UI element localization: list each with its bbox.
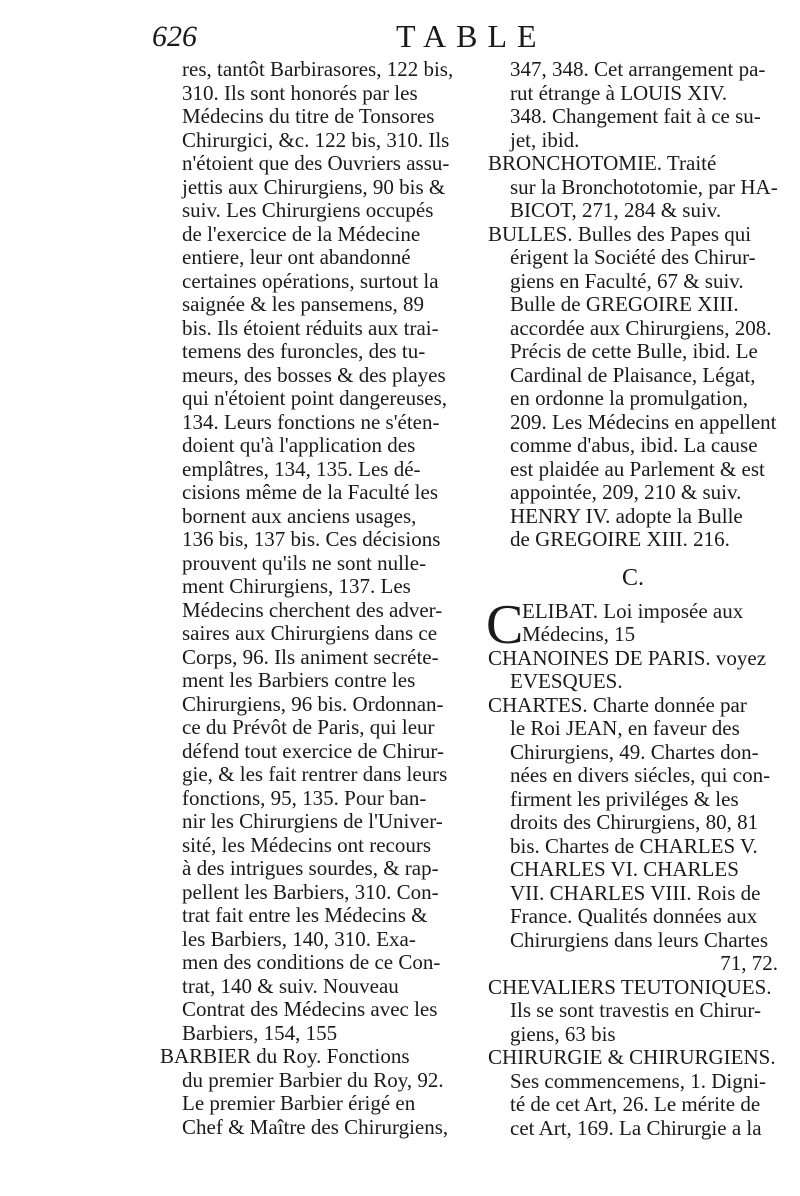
text-line: giens en Faculté, 67 & suiv. — [510, 268, 744, 293]
text-line: BRONCHOTOMIE. Traité — [488, 151, 717, 175]
text-line: saires aux Chirurgiens dans ce — [182, 621, 438, 645]
page-header — [0, 18, 800, 58]
text-line: Chirurgiens dans leurs Chartes — [510, 927, 768, 952]
text-line: CHEVALIERS TEUTONIQUES. — [488, 974, 772, 999]
text-line: jettis aux Chirurgiens, 90 bis & — [182, 174, 446, 199]
text-line: à des intrigues sourdes, & rap- — [182, 856, 439, 880]
text-line: Chirurgici, &c. 122 bis, 310. Ils — [182, 127, 450, 152]
text-line: VII. CHARLES VIII. Rois de — [510, 880, 761, 905]
text-line: trat, 140 & suiv. Nouveau — [182, 973, 399, 998]
text-line: 348. Changement fait à ce su- — [510, 104, 761, 128]
text-line: EVESQUES. — [510, 669, 623, 693]
text-line: entiere, leur ont abandonné — [182, 245, 411, 269]
text-line: ment Chirurgiens, 137. Les — [182, 574, 411, 598]
text-line: BICOT, 271, 284 & suiv. — [510, 198, 722, 222]
text-line: res, tantôt Barbirasores, 122 bis, — [182, 57, 454, 81]
text-line: nir les Chirurgiens de l'Univer- — [182, 809, 443, 833]
text-line: bornent aux anciens usages, — [182, 503, 417, 528]
text-line: cisions même de la Faculté les — [182, 480, 439, 504]
dropcap-entry — [486, 593, 778, 656]
text-line: certaines opérations, surtout la — [182, 268, 439, 293]
text-line: Le premier Barbier érigé en — [182, 1091, 416, 1115]
text-line: BULLES. Bulles des Papes qui — [488, 221, 752, 246]
text-line: meurs, des bosses & des playes — [182, 362, 446, 387]
text-line: 136 bis, 137 bis. Ces décisions — [182, 527, 441, 551]
text-line: doient qu'à l'application des — [182, 433, 416, 457]
section-letter-heading: C. — [621, 564, 644, 591]
text-line: BARBIER du Roy. Fonctions — [160, 1044, 410, 1068]
text-line: gie, & les fait rentrer dans leurs — [182, 762, 448, 786]
text-line: Bulle de GREGOIRE XIII. — [510, 292, 739, 316]
text-line: ce du Prévôt de Paris, qui leur — [182, 715, 435, 739]
text-line: Médecins, 15 — [522, 622, 636, 646]
text-line: HENRY IV. adopte la Bulle — [510, 503, 743, 528]
text-line: Ses commencemens, 1. Digni- — [510, 1068, 767, 1093]
text-line: 209. Les Médecins en appellent — [510, 409, 777, 434]
text-line: 134. Leurs fonctions ne s'éten- — [182, 409, 440, 434]
text-line: Médecins du titre de Tonsores — [182, 104, 435, 128]
text-line: CHARTES. Charte donnée par — [488, 692, 747, 717]
text-line: accordée aux Chirurgiens, 208. — [510, 315, 772, 340]
text-line: Barbiers, 154, 155 — [182, 1020, 338, 1045]
text-line: 71, 72. — [720, 951, 778, 975]
text-line: men des conditions de ce Con- — [182, 950, 441, 974]
text-line: Contrat des Médecins avec les — [182, 997, 438, 1021]
text-line: bis. Chartes de CHARLES V. — [510, 833, 758, 858]
left-column — [160, 58, 462, 1139]
text-line: Précis de cette Bulle, ibid. Le — [510, 339, 758, 363]
text-line: qui n'étoient point dangereuses, — [182, 386, 448, 410]
text-line: emplâtres, 134, 135. Les dé- — [182, 456, 421, 481]
text-line: jet, ibid. — [510, 127, 580, 152]
text-line: nées en divers siécles, qui con- — [510, 763, 771, 787]
text-line: appointée, 209, 210 & suiv. — [510, 480, 742, 504]
text-line: trat fait entre les Médecins & — [182, 903, 428, 927]
text-line: 347, 348. Cet arrangement pa- — [510, 57, 766, 81]
text-line: de l'exercice de la Médecine — [182, 221, 421, 246]
text-line: firment les priviléges & les — [510, 786, 739, 811]
text-line: Médecins cherchent des adver- — [182, 597, 443, 622]
text-line: fonctions, 95, 135. Pour ban- — [182, 785, 427, 810]
dropcap-lines — [488, 600, 778, 647]
text-line: de GREGOIRE XIII. 216. — [510, 527, 730, 551]
text-line: Cardinal de Plaisance, Légat, — [510, 362, 756, 387]
text-line: n'étoient que des Ouvriers assu- — [182, 151, 450, 175]
text-line: érigent la Société des Chirur- — [510, 245, 756, 269]
text-line: cet Art, 169. La Chirurgie a la — [510, 1115, 762, 1140]
text-line: temens des furoncles, des tu- — [182, 339, 426, 363]
text-line: rut étrange à LOUIS XIV. — [510, 80, 728, 105]
text-line: les Barbiers, 140, 310. Exa- — [182, 926, 416, 951]
drop-cap: C — [486, 593, 524, 656]
text-line: droits des Chirurgiens, 80, 81 — [510, 810, 759, 834]
text-line: ELIBAT. Loi imposée aux — [522, 598, 744, 623]
text-line: du premier Barbier du Roy, 92. — [182, 1067, 444, 1092]
text-line: sité, les Médecins ont recours — [182, 832, 432, 857]
text-line: bis. Ils étoient réduits aux trai- — [182, 315, 439, 340]
text-line: le Roi JEAN, en faveur des — [510, 716, 740, 740]
text-line: en ordonne la promulgation, — [510, 386, 748, 410]
text-line: comme d'abus, ibid. La cause — [510, 433, 758, 457]
text-line: prouvent qu'ils ne sont nulle- — [182, 550, 427, 575]
text-line: Corps, 96. Ils animent secréte- — [182, 644, 439, 669]
right-column-top — [488, 58, 778, 552]
text-line: CHARLES VI. CHARLES — [510, 857, 739, 881]
text-line: CHIRURGIE & CHIRURGIENS. — [488, 1045, 776, 1069]
text-line: est plaidée au Parlement & est — [510, 456, 765, 481]
text-line: ment les Barbiers contre les — [182, 668, 416, 692]
text-line: suiv. Les Chirurgiens occupés — [182, 198, 434, 222]
text-line: giens, 63 bis — [510, 1021, 616, 1046]
text-line: té de cet Art, 26. Le mérite de — [510, 1092, 761, 1116]
text-line: saignée & les pansemens, 89 — [182, 292, 425, 316]
text-line: pellent les Barbiers, 310. Con- — [182, 879, 439, 904]
running-title: TABLE — [396, 18, 547, 54]
text-line: 310. Ils sont honorés par les — [182, 80, 418, 105]
text-line: CHANOINES DE PARIS. voyez — [488, 645, 767, 670]
text-line: sur la Bronchototomie, par HA- — [510, 174, 778, 199]
text-line: Ils se sont travestis en Chirur- — [510, 998, 761, 1022]
text-line: Chirurgiens, 49. Chartes don- — [510, 739, 759, 764]
text-line: France. Qualités données aux — [510, 904, 758, 928]
right-column — [488, 58, 778, 1140]
right-column-bottom — [488, 647, 778, 1141]
text-line: Chef & Maître des Chirurgiens, — [182, 1114, 449, 1139]
text-line: défend tout exercice de Chirur- — [182, 738, 444, 763]
text-line: Chirurgiens, 96 bis. Ordonnan- — [182, 691, 444, 716]
page-number: 626 — [152, 20, 197, 53]
